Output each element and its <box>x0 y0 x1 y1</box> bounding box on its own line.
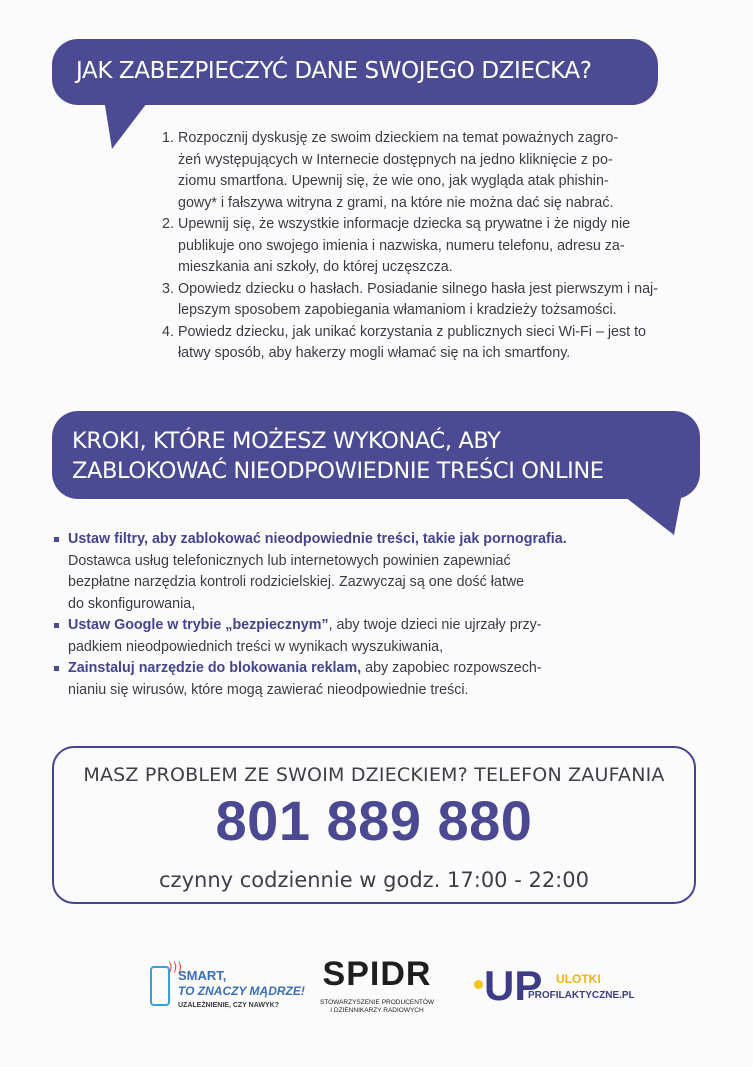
list-item: 1. Rozpocznij dyskusję ze swoim dzieckiem na temat poważnych zagro- żeń występujących w Internecie dostępnych na jedno kliknięcie z po- ziomu smartfona. Upewnij się, że wie ono, jak wygląda atak phishin- gowy* i fałszywa witryna z grami, na które nie można dać się nabrać. <box>162 130 619 211</box>
list-item: Ustaw filtry, aby zablokować nieodpowiednie treści, takie jak pornografia. Dostawca usług telefonicznych lub internetowych powinien zapewniać bezpłatne narzędzia kontroli rodzicielskiej. Zazwyczaj są one dość łatwe do skonfigurowania, <box>54 529 654 615</box>
list-item: 4. Powiedz dziecku, jak unikać korzystania z publicznych sieci Wi-Fi – jest to łatwy sposób, aby hakerzy mogli włamać się na ich smartfony. <box>162 323 647 361</box>
hotline-number: 801 889 880 <box>215 789 533 852</box>
dot-icon <box>474 980 483 989</box>
blocking-steps-list <box>54 529 654 701</box>
section2-title: KROKI, KTÓRE MOŻESZ WYKONAĆ, ABY ZABLOKOWAĆ NIEODPOWIEDNIE TREŚCI ONLINE <box>72 428 604 484</box>
smart-logo: ))) SMART, TO ZNACZY MĄDRZE! UZALEŻNIENIE, CZY NAWYK? <box>148 960 278 1020</box>
hotline-question: MASZ PROBLEM ZE SWOIM DZIECKIEM? TELEFON ZAUFANIA <box>83 764 665 786</box>
hotline-hours: czynny codziennie w godz. 17:00 - 22:00 <box>159 868 589 892</box>
bullet-square-icon <box>54 537 59 542</box>
section2-title-bubble <box>52 411 700 499</box>
bullet-square-icon <box>54 623 59 628</box>
safety-steps-list <box>162 128 722 365</box>
list-item: Ustaw Google w trybie „bezpiecznym”, aby twoje dzieci nie ujrzały przy- padkiem nieodpowiednich treści w wynikach wyszukiwania, <box>54 615 654 658</box>
ulotki-logo: UP ULOTKI PROFILAKTYCZNE.PL <box>474 960 604 1020</box>
bullet-square-icon <box>54 666 59 671</box>
spidr-logo: SPIDR STOWARZYSZENIE PRODUCENTÓW I DZIENNIKARZY RADIOWYCH <box>319 955 435 1014</box>
hotline-box <box>52 746 696 904</box>
speech-bubble-tail <box>104 99 150 149</box>
section1-title-bubble <box>52 39 658 105</box>
phone-icon <box>150 966 170 1006</box>
list-item: 2. Upewnij się, że wszystkie informacje dziecka są prywatne i że nigdy nie publikuje ono swojego imienia i nazwiska, numeru telefonu, adresu za- mieszkania ani szkoły, do której uczęszcza. <box>162 216 631 275</box>
section1-title: JAK ZABEZPIECZYĆ DANE SWOJEGO DZIECKA? <box>76 58 592 84</box>
list-item: Zainstaluj narzędzie do blokowania reklam, aby zapobiec rozpowszech- nianiu się wirusów, które mogą zawierać nieodpowiednie treści. <box>54 658 654 701</box>
signal-icon: ))) <box>168 960 183 974</box>
list-item: 3. Opowiedz dziecku o hasłach. Posiadanie silnego hasła jest pierwszym i naj- lepszym sposobem zapobiegania włamaniom i kradzieży tożsamości. <box>162 280 658 318</box>
